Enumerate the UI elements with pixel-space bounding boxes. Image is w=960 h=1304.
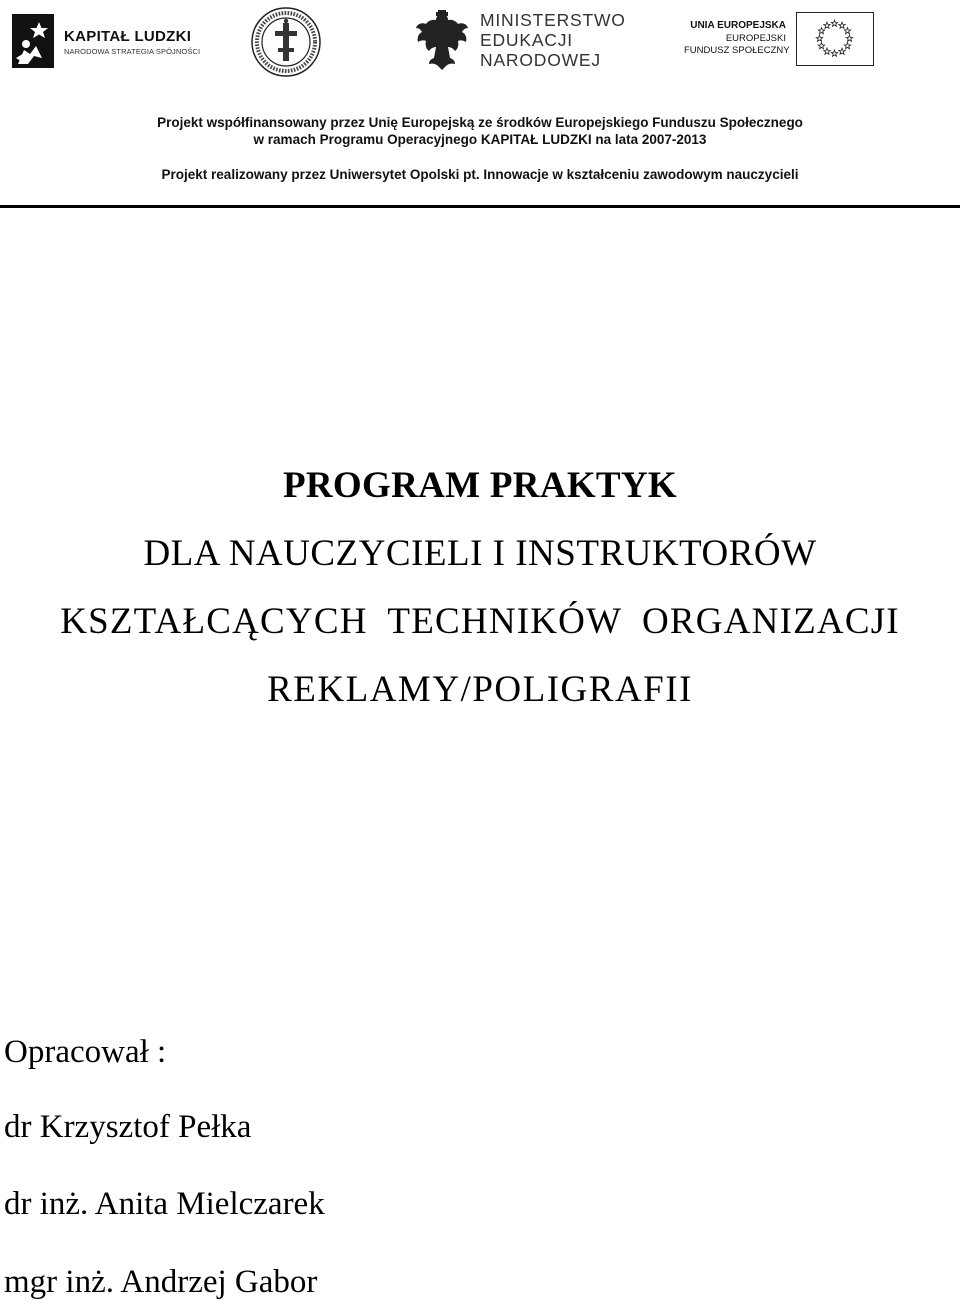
uniwersytet-opolski-seal (250, 6, 322, 78)
project-program-line: w ramach Programu Operacyjnego KAPITAŁ LUDZKI na lata 2007-2013 (253, 132, 707, 147)
unia-europejska-logo (680, 12, 880, 72)
project-cofinancing-line: Projekt współfinansowany przez Unię Europejską ze środków Europejskiego Funduszu Społecznego (157, 115, 803, 130)
author-name: mgr inż. Andrzej Gabor (4, 1264, 318, 1300)
title-line-2: DLA NAUCZYCIELI I INSTRUKTORÓW (143, 533, 817, 574)
eu-star-icon (839, 22, 845, 28)
author-name: dr Krzysztof Pełka (4, 1109, 252, 1145)
eu-star-icon (844, 43, 850, 49)
ministerstwo-line-1: MINISTERSTWO (480, 10, 626, 30)
eu-star-icon (824, 48, 830, 54)
polish-eagle-icon (414, 10, 470, 72)
eu-star-icon (818, 43, 824, 49)
eu-star-icon (824, 22, 830, 28)
ministerstwo-line-2: EDUKACJI (480, 30, 573, 50)
ue-line-2: EUROPEJSKI (725, 32, 786, 44)
ue-line-1: UNIA EUROPEJSKA (690, 20, 786, 31)
kapital-ludzki-logo (8, 14, 208, 74)
eu-star-icon (831, 20, 837, 26)
eu-flag-icon (796, 12, 874, 66)
kapital-ludzki-subtitle: NARODOWA STRATEGIA SPÓJNOŚCI (64, 47, 201, 56)
ministerstwo-line-3: NARODOWEJ (480, 50, 601, 70)
eu-star-icon (818, 28, 824, 34)
title-line-3: KSZTAŁCĄCYCH TECHNIKÓW ORGANIZACJI (60, 601, 900, 642)
eu-star-icon (846, 35, 852, 41)
university-seal-icon (250, 6, 322, 78)
document-title: PROGRAM PRAKTYK (283, 465, 677, 506)
project-realization-line: Projekt realizowany przez Uniwersytet Opolski pt. Innowacje w kształceniu zawodowym nauczycieli (161, 167, 799, 182)
eu-star-icon (816, 35, 822, 41)
authors-label: Opracował : (4, 1034, 167, 1070)
eu-star-icon (831, 50, 837, 56)
header-divider (0, 205, 960, 208)
author-name: dr inż. Anita Mielczarek (4, 1186, 325, 1222)
kapital-ludzki-title: KAPITAŁ LUDZKI (64, 28, 192, 45)
eu-star-icon (844, 28, 850, 34)
kapital-ludzki-emblem-icon (12, 14, 54, 68)
ue-line-3: FUNDUSZ SPOŁECZNY (684, 45, 790, 56)
eu-star-icon (839, 48, 845, 54)
ministerstwo-edukacji-logo (414, 10, 644, 74)
title-line-4: REKLAMY/POLIGRAFII (267, 669, 693, 710)
